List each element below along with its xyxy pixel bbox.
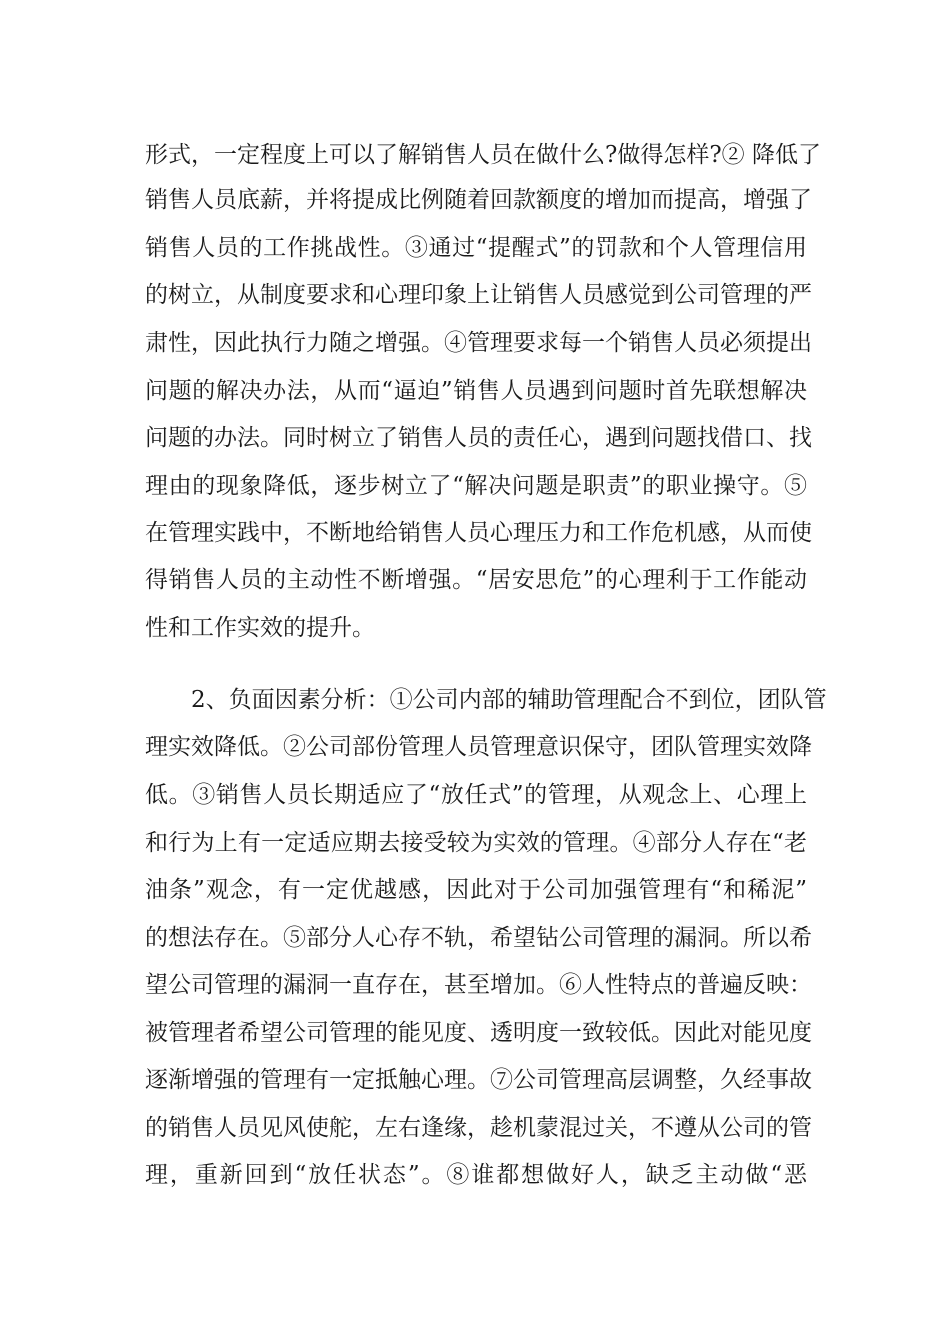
text-line-3: 销售人员的工作挑战性。③通过“提醒式”的罚款和个人管理信用 — [145, 235, 807, 261]
text-line-6: 问题的解决办法，从而“逼迫”销售人员遇到问题时首先联想解决 — [145, 378, 807, 404]
text-line-16: 油条”观念，有一定优越感，因此对于公司加强管理有“和稀泥” — [145, 877, 807, 903]
text-line-12: 2、负面因素分析：①公司内部的辅助管理配合不到位，团队管 — [191, 687, 827, 713]
text-line-22: 理，重新回到“放任状态”。⑧谁都想做好人，缺乏主动做“恶 — [145, 1162, 807, 1188]
text-line-8: 理由的现象降低，逐步树立了“解决问题是职责”的职业操守。⑤ — [145, 473, 807, 499]
text-line-2: 销售人员底薪，并将提成比例随着回款额度的增加而提高，增强了 — [145, 187, 812, 213]
text-line-17: 的想法存在。⑤部分人心存不轨，希望钻公司管理的漏洞。所以希 — [145, 925, 812, 951]
text-line-18: 望公司管理的漏洞一直存在，甚至增加。⑥人性特点的普遍反映： — [145, 972, 812, 998]
text-line-19: 被管理者希望公司管理的能见度、透明度一致较低。因此对能见度 — [145, 1020, 812, 1046]
text-line-1: 形式，一定程度上可以了解销售人员在做什么?做得怎样?② 降低了 — [145, 142, 821, 168]
text-line-5: 肃性，因此执行力随之增强。④管理要求每一个销售人员必须提出 — [145, 330, 812, 356]
text-line-4: 的树立，从制度要求和心理印象上让销售人员感觉到公司管理的严 — [145, 282, 812, 308]
text-line-14: 低。③销售人员长期适应了“放任式”的管理，从观念上、心理上 — [145, 782, 807, 808]
text-line-11: 性和工作实效的提升。 — [145, 615, 375, 641]
text-line-13: 理实效降低。②公司部份管理人员管理意识保守，团队管理实效降 — [145, 734, 812, 760]
text-line-10: 得销售人员的主动性不断增强。“居安思危”的心理利于工作能动 — [145, 567, 807, 593]
text-line-7: 问题的办法。同时树立了销售人员的责任心，遇到问题找借口、找 — [145, 425, 812, 451]
text-line-21: 的销售人员见风使舵，左右逢缘，趁机蒙混过关，不遵从公司的管 — [145, 1115, 812, 1141]
text-line-9: 在管理实践中，不断地给销售人员心理压力和工作危机感，从而使 — [145, 520, 812, 546]
text-line-15: 和行为上有一定适应期去接受较为实效的管理。④部分人存在“老 — [145, 830, 807, 856]
text-line-20: 逐渐增强的管理有一定抵触心理。⑦公司管理高层调整，久经事故 — [145, 1067, 812, 1093]
